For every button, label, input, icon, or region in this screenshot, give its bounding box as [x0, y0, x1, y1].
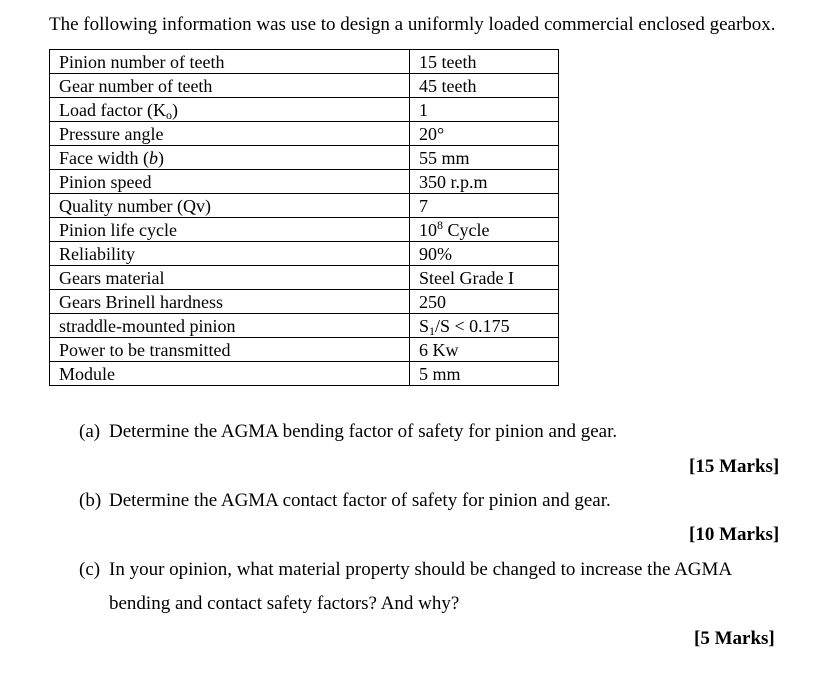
question-c-continuation: bending and contact safety factors? And why? — [109, 593, 460, 614]
value-cell: 350 r.p.m — [410, 170, 559, 194]
value-cell: Steel Grade I — [410, 266, 559, 290]
table-row — [50, 170, 559, 194]
question-letter: (c) — [79, 559, 101, 580]
table-row — [50, 242, 559, 266]
value-superscript: 8 — [437, 217, 443, 232]
table-row — [50, 266, 559, 290]
table-row — [50, 122, 559, 146]
table-row — [50, 146, 559, 170]
value-cell — [410, 218, 559, 242]
question-text: Determine the AGMA bending factor of safety for pinion and gear. — [109, 421, 618, 442]
value-cell: 250 — [410, 290, 559, 314]
param-cell: Gears material — [50, 266, 410, 290]
value-cell — [410, 314, 559, 338]
param-cell: straddle-mounted pinion — [50, 314, 410, 338]
question-b — [79, 490, 611, 512]
marks-c: [5 Marks] — [694, 628, 775, 649]
param-cell: Pinion speed — [50, 170, 410, 194]
param-text: Load factor (K — [59, 99, 166, 120]
question-letter: (a) — [79, 421, 101, 442]
param-text-end: ) — [157, 147, 164, 168]
value-text-end: /S < 0.175 — [435, 315, 510, 336]
param-cell: Gears Brinell hardness — [50, 290, 410, 314]
table-row — [50, 362, 559, 386]
param-cell: Gear number of teeth — [50, 74, 410, 98]
param-subscript: o — [165, 107, 172, 122]
param-italic: b — [148, 147, 158, 168]
value-cell: 1 — [410, 98, 559, 122]
value-subscript: 1 — [429, 323, 436, 338]
table-row — [50, 338, 559, 362]
question-a — [79, 421, 617, 443]
param-cell: Module — [50, 362, 410, 386]
table-row — [50, 50, 559, 74]
table-row — [50, 74, 559, 98]
value-text: 10 — [419, 219, 437, 240]
param-cell — [50, 98, 410, 122]
value-cell: 6 Kw — [410, 338, 559, 362]
table-row — [50, 218, 559, 242]
value-cell: 55 mm — [410, 146, 559, 170]
question-letter: (b) — [79, 490, 102, 511]
value-cell: 7 — [410, 194, 559, 218]
param-text: Face width ( — [59, 147, 149, 168]
param-cell: Pressure angle — [50, 122, 410, 146]
marks-a: [15 Marks] — [689, 456, 780, 477]
value-text-end: Cycle — [443, 219, 490, 240]
param-text-end: ) — [171, 99, 178, 120]
intro-text: The following information was use to design a uniformly loaded commercial enclosed gearbox. — [49, 14, 776, 35]
param-cell: Pinion number of teeth — [50, 50, 410, 74]
design-data-table — [49, 49, 559, 386]
value-cell: 20° — [410, 122, 559, 146]
table-row — [50, 314, 559, 338]
value-text: S — [419, 315, 430, 336]
question-text: In your opinion, what material property should be changed to increase the AGMA — [109, 559, 733, 580]
param-cell: Quality number (Qv) — [50, 194, 410, 218]
value-cell: 5 mm — [410, 362, 559, 386]
value-cell: 90% — [410, 242, 559, 266]
question-text: Determine the AGMA contact factor of safety for pinion and gear. — [109, 490, 611, 511]
question-c — [79, 559, 732, 581]
value-cell: 15 teeth — [410, 50, 559, 74]
param-cell — [50, 146, 410, 170]
value-cell: 45 teeth — [410, 74, 559, 98]
table-row — [50, 290, 559, 314]
marks-b: [10 Marks] — [689, 524, 780, 545]
table-row — [50, 98, 559, 122]
param-cell: Reliability — [50, 242, 410, 266]
param-cell: Pinion life cycle — [50, 218, 410, 242]
table-row — [50, 194, 559, 218]
param-cell: Power to be transmitted — [50, 338, 410, 362]
